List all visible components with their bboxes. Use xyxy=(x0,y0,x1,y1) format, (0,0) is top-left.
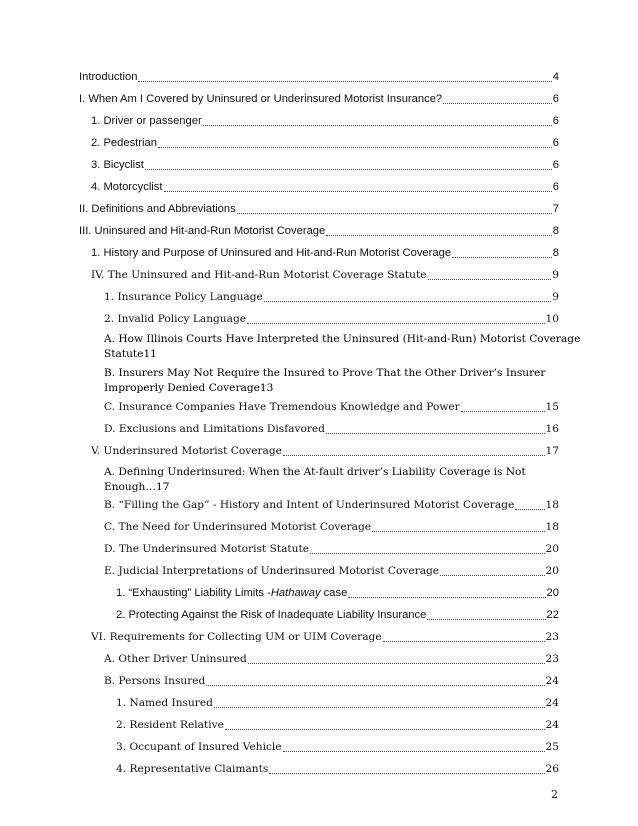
toc-entry-title: V. Underinsured Motorist Coverage xyxy=(91,445,282,457)
toc-entry[interactable] xyxy=(91,114,559,129)
toc-entry-title: A. Other Driver Uninsured xyxy=(104,653,247,665)
toc-entry-title: 2. Protecting Against the Risk of Inadequate Liability Insurance xyxy=(116,609,427,621)
dot-leader xyxy=(383,641,545,642)
dot-leader xyxy=(158,147,552,148)
toc-entry[interactable] xyxy=(104,400,559,415)
dot-leader xyxy=(440,575,544,576)
toc-entry[interactable] xyxy=(79,202,559,217)
toc-entry[interactable] xyxy=(91,268,559,283)
toc-entry-page: 23 xyxy=(545,653,559,665)
toc-entry[interactable] xyxy=(104,332,581,362)
toc-entry-title: E. Judicial Interpretations of Underinsured Motorist Coverage xyxy=(104,565,440,577)
toc-entry-title: 2. Pedestrian xyxy=(91,137,157,149)
dot-leader xyxy=(326,433,545,434)
toc-entry-page: 6 xyxy=(552,137,559,149)
toc-entry[interactable] xyxy=(91,444,559,459)
toc-entry[interactable] xyxy=(91,180,559,195)
toc-entry-title: B. Insurers May Not Require the Insured to Prove That the Other Driver’s Insurer xyxy=(104,367,546,379)
dot-leader xyxy=(443,103,552,104)
toc-entry-page: 20 xyxy=(545,565,559,577)
toc-entry-title: VI. Requirements for Collecting UM or UIM Coverage xyxy=(91,631,382,643)
toc-entry-page: 6 xyxy=(552,159,559,171)
toc-entry-page: 18 xyxy=(545,499,559,511)
toc-entry[interactable] xyxy=(79,70,559,85)
toc-entry[interactable] xyxy=(91,630,559,645)
dot-leader xyxy=(461,411,545,412)
page-number: 2 xyxy=(551,788,558,801)
toc-entry-title: III. Uninsured and Hit-and-Run Motorist Coverage xyxy=(79,225,326,237)
toc-entry-page: 6 xyxy=(552,181,559,193)
toc-entry-title: Introduction xyxy=(79,71,138,83)
toc-entry[interactable] xyxy=(116,586,559,601)
toc-entry-page: 6 xyxy=(552,93,559,105)
dot-leader xyxy=(164,191,552,192)
toc-entry-title: 1. History and Purpose of Uninsured and Hit-and-Run Motorist Coverage xyxy=(91,247,452,259)
dot-leader xyxy=(452,257,552,258)
toc-entry-page: 16 xyxy=(545,423,559,435)
toc-entry-page: 17 xyxy=(545,445,559,457)
dot-leader xyxy=(203,125,552,126)
toc-entry-page: 20 xyxy=(546,587,559,599)
toc-entry[interactable] xyxy=(104,542,559,557)
toc-entry-page: 9 xyxy=(552,269,559,281)
toc-entry[interactable] xyxy=(104,465,559,495)
toc-entry[interactable] xyxy=(116,696,559,711)
dot-leader xyxy=(515,509,544,510)
toc-entry-title: 2. Invalid Policy Language xyxy=(104,313,246,325)
toc-entry-page: 8 xyxy=(552,247,559,259)
toc-entry-title: 2. Resident Relative xyxy=(116,719,224,731)
toc-entry-page: 23 xyxy=(545,631,559,643)
toc-entry-page: 13 xyxy=(259,382,274,394)
toc-entry-title: C. Insurance Companies Have Tremendous Knowledge and Power xyxy=(104,401,460,413)
toc-entry-title: 1. Driver or passenger xyxy=(91,115,202,127)
dot-leader xyxy=(348,597,545,598)
toc-entry-title-suffix: case xyxy=(320,587,348,599)
toc-entry-italic: Hathaway xyxy=(270,587,321,599)
toc-entry-title: D. The Underinsured Motorist Statute xyxy=(104,543,310,555)
dot-leader xyxy=(310,553,545,554)
dot-leader xyxy=(247,323,545,324)
toc-entry-page: 10 xyxy=(545,313,559,325)
dot-leader xyxy=(269,773,544,774)
toc-entry-title: A. Defining Underinsured: When the At-fault driver’s Liability Coverage is Not xyxy=(104,466,526,478)
toc-entry-page: 24 xyxy=(545,697,559,709)
toc-entry[interactable] xyxy=(79,92,559,107)
toc-entry[interactable] xyxy=(104,564,559,579)
toc-entry-title: I. When Am I Covered by Uninsured or Underinsured Motorist Insurance? xyxy=(79,93,443,105)
toc-entry[interactable] xyxy=(104,366,559,396)
toc-entry-title-continued: Improperly Denied Coverage xyxy=(104,382,260,394)
toc-entry[interactable] xyxy=(116,740,559,755)
dot-leader xyxy=(428,279,552,280)
toc-entry-page: 4 xyxy=(552,71,559,83)
toc-entry-page: 25 xyxy=(545,741,559,753)
toc-entry-page: 15 xyxy=(545,401,559,413)
toc-entry-title: D. Exclusions and Limitations Disfavored xyxy=(104,423,325,435)
dot-leader xyxy=(326,235,552,236)
dot-leader xyxy=(427,619,545,620)
toc-entry-page: 7 xyxy=(552,203,559,215)
toc-entry-title: B. “Filling the Gap” - History and Intent of Underinsured Motorist Coverage xyxy=(104,499,515,511)
toc-entry-title: A. How Illinois Courts Have Interpreted the Uninsured (Hit-and-Run) Motorist Coverage xyxy=(104,333,581,345)
toc-entry-title: 3. Bicyclist xyxy=(91,159,144,171)
toc-entry-page: 8 xyxy=(552,225,559,237)
toc-entry-title: 1. Insurance Policy Language xyxy=(104,291,263,303)
toc-entry-page: 17 xyxy=(155,481,170,493)
dot-leader xyxy=(372,531,544,532)
dot-leader xyxy=(283,751,545,752)
toc-entry[interactable] xyxy=(91,246,559,261)
toc-entry[interactable] xyxy=(104,674,559,689)
toc-entry-page: 6 xyxy=(552,115,559,127)
toc-entry[interactable] xyxy=(91,158,559,173)
toc-entry[interactable] xyxy=(116,762,559,777)
toc-entry[interactable] xyxy=(91,136,559,151)
toc-entry-page: 26 xyxy=(545,763,559,775)
toc-entry[interactable] xyxy=(116,608,559,623)
toc-entry[interactable] xyxy=(104,520,559,535)
toc-entry-page: 22 xyxy=(546,609,559,621)
dot-leader xyxy=(206,685,544,686)
toc-entry[interactable] xyxy=(116,718,559,733)
toc-entry-title: II. Definitions and Abbreviations xyxy=(79,203,236,215)
toc-entry-page: 11 xyxy=(143,348,157,360)
dot-leader xyxy=(283,455,545,456)
dot-leader xyxy=(145,169,552,170)
toc-entry[interactable] xyxy=(79,224,559,239)
dot-leader xyxy=(248,663,545,664)
dot-leader xyxy=(237,213,552,214)
toc-entry-title: 4. Motorcyclist xyxy=(91,181,163,193)
toc-entry-title: 1. “Exhausting” Liability Limits - xyxy=(116,587,271,599)
toc-entry[interactable] xyxy=(104,422,559,437)
dot-leader xyxy=(225,729,545,730)
toc-entry-title: 3. Occupant of Insured Vehicle xyxy=(116,741,282,753)
toc-entry-title: C. The Need for Underinsured Motorist Coverage xyxy=(104,521,372,533)
toc-entry-page: 24 xyxy=(545,675,559,687)
toc-entry-page: 9 xyxy=(552,291,559,303)
toc-entry-page: 24 xyxy=(545,719,559,731)
toc-entry[interactable] xyxy=(104,312,559,327)
dot-leader xyxy=(138,81,551,82)
toc-entry[interactable] xyxy=(104,290,559,305)
toc-entry[interactable] xyxy=(104,498,559,513)
dot-leader xyxy=(264,301,551,302)
toc-entry-title-continued: Enough… xyxy=(104,481,156,493)
toc-entry-title: 1. Named Insured xyxy=(116,697,213,709)
dot-leader xyxy=(214,707,545,708)
toc-entry-page: 20 xyxy=(545,543,559,555)
toc-entry-title: 4. Representative Claimants xyxy=(116,763,269,775)
toc-entry-title: IV. The Uninsured and Hit-and-Run Motorist Coverage Statute xyxy=(91,269,427,281)
toc-entry[interactable] xyxy=(104,652,559,667)
toc-entry-page: 18 xyxy=(545,521,559,533)
toc-entry-title-continued: Statute xyxy=(104,348,144,360)
toc-entry-title: B. Persons Insured xyxy=(104,675,206,687)
